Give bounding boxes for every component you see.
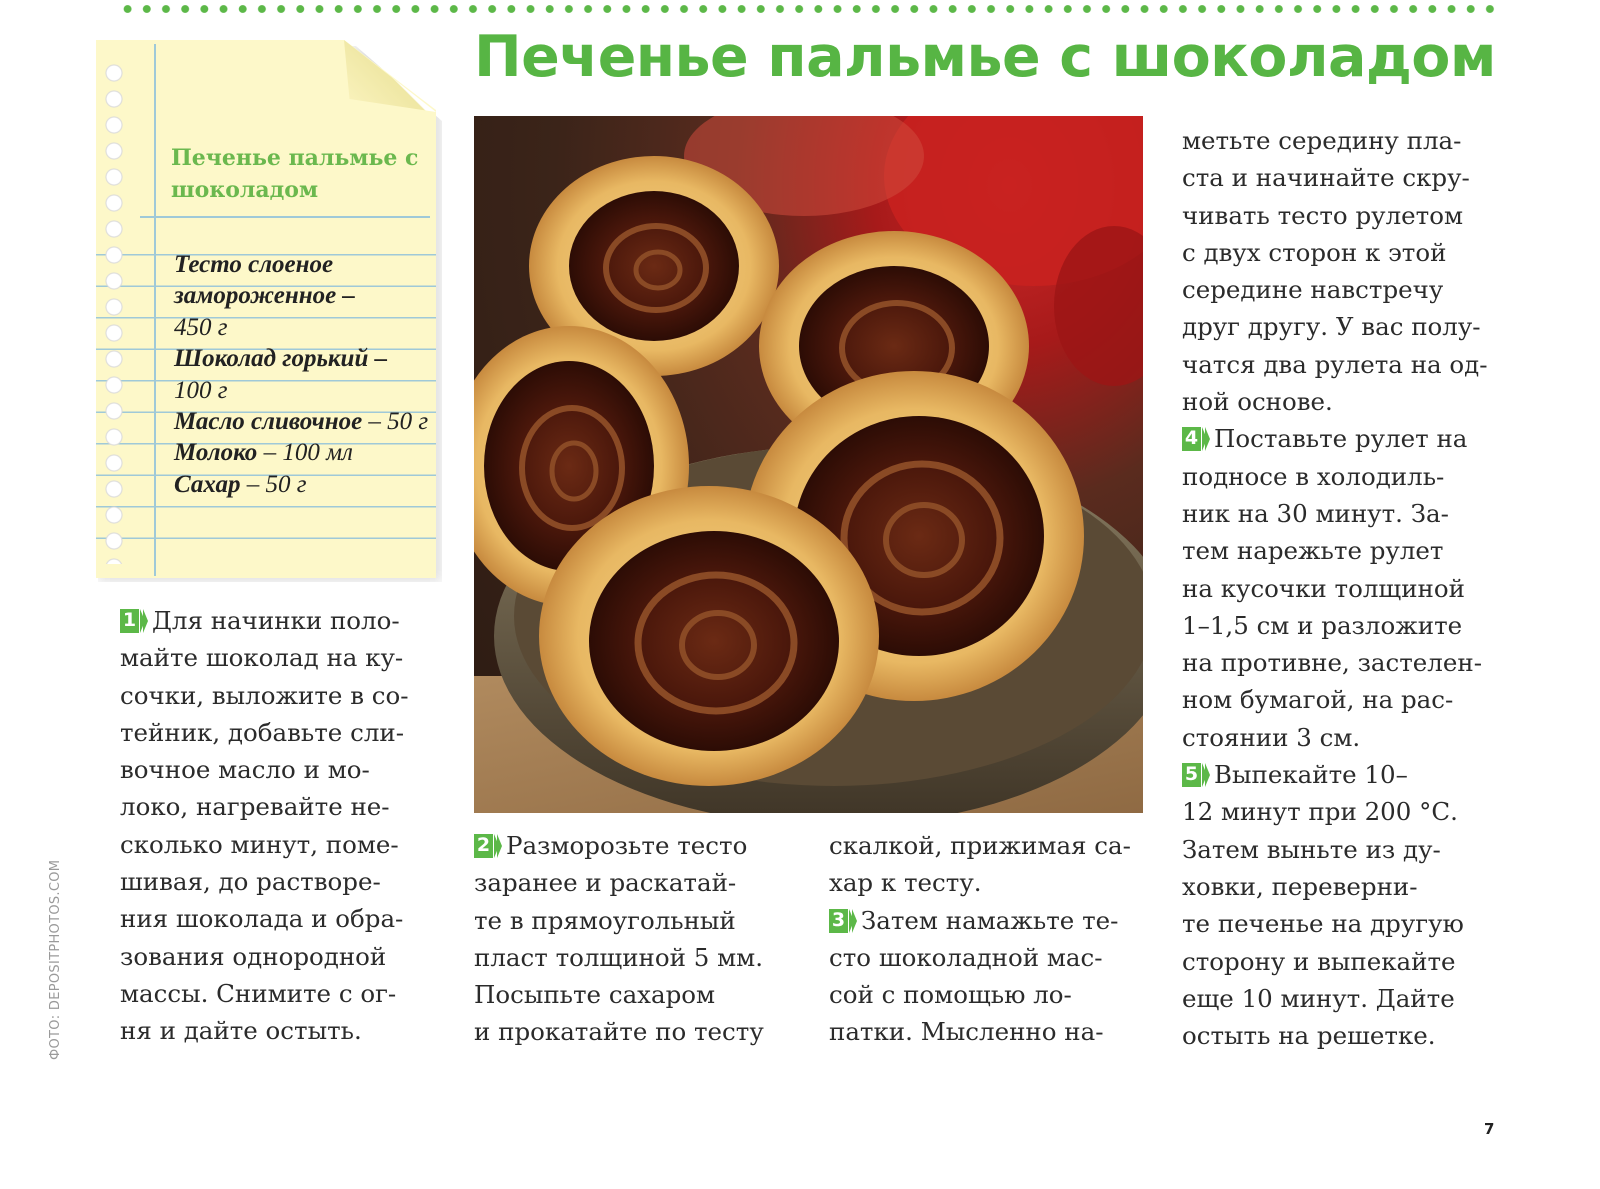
step-line: и прокатайте по тесту [474,1017,764,1047]
step-5-badge-icon: 5 [1182,762,1208,786]
step-line: 1–1,5 см и разложите [1182,610,1463,640]
step-line: сой с помощью ло- [829,980,1072,1010]
photo-credit: ФОТО: DEPOSITPHOTOS.COM [48,859,63,1060]
step-line: тейник, добавьте сли- [120,717,404,747]
step-line: середине навстречу [1182,275,1444,305]
step-line: пласт толщиной 5 мм. [474,942,764,972]
page-number: 7 [1484,1120,1495,1138]
ingredient-amount: – 100 мл [263,439,353,467]
step-line: вочное масло и мо- [120,755,370,785]
ingredient-amount: 450 г [174,313,228,341]
ingredient-item [174,249,434,343]
ingredient-item [174,343,434,406]
ingredient-name: Масло сливочное [174,408,363,436]
step-4-badge-icon: 4 [1182,426,1208,450]
step-line: 3 Затем намажьте те- [829,902,1131,939]
step-line: сколько минут, поме- [120,829,399,859]
step-2-3-text [829,827,1131,1051]
step-line: на противне, застелен- [1182,648,1482,678]
top-dotted-rule [118,3,1498,15]
ingredient-item [174,437,434,468]
step-2-text [474,827,764,1051]
step-line: друг другу. У вас полу- [1182,312,1481,342]
ingredient-name: Сахар [174,470,241,498]
cookies-photo [474,116,1143,813]
step-line: локо, нагревайте не- [120,792,390,822]
step-line: шивая, до растворе- [120,867,381,897]
palmier-cookies-illustration [474,116,1143,813]
step-line: 12 минут при 200 °С. [1182,797,1458,827]
step-line: заранее и раскатай- [474,868,737,898]
step-line: ной основе. [1182,387,1333,417]
step-line: ня и дайте остыть. [120,1016,362,1046]
ingredient-name: Тесто слоеное замороженное – [174,251,355,310]
ingredient-item [174,406,434,437]
step-line: сто шоколадной мас- [829,942,1103,972]
step-line: с двух сторон к этой [1182,237,1447,267]
step-line: майте шоколад на ку- [120,643,404,673]
step-line: ховки, переверни- [1182,871,1418,901]
step-line: 1 Для начинки поло- [120,602,409,639]
step-line: Затем выньте из ду- [1182,834,1441,864]
step-line: ния шоколада и обра- [120,904,404,934]
step-line: сторону и выпекайте [1182,946,1456,976]
step-line: патки. Мысленно на- [829,1017,1104,1047]
step-line: стоянии 3 см. [1182,722,1361,752]
ingredient-amount: – 50 г [246,470,307,498]
step-line: ста и начинайте скру- [1182,163,1470,193]
step-line: на кусочки толщиной [1182,573,1465,603]
ingredient-name: Молоко [174,439,258,467]
ingredient-item [174,469,434,500]
step-line: хар к тесту. [829,868,982,898]
step-line: метьте середину пла- [1182,126,1462,155]
step-3-4-5-text [1182,122,1488,1054]
step-3-badge-icon: 3 [829,908,855,932]
page-title: Печенье пальмье с шоколадом [474,24,1496,90]
step-line: скалкой, прижимая са- [829,831,1131,860]
ingredients-list [174,249,434,500]
step-1-text [120,602,409,1050]
step-line: 4 Поставьте рулет на [1182,420,1488,457]
step-line: те в прямоугольный [474,905,736,935]
step-line: подносе в холодиль- [1182,461,1445,491]
step-line: зования однородной [120,941,387,971]
step-line: ник на 30 минут. За- [1182,498,1449,528]
ingredient-amount: 100 г [174,376,228,404]
step-line: Посыпьте сахаром [474,980,716,1010]
step-line: чивать тесто рулетом [1182,200,1463,230]
step-line: те печенье на другую [1182,909,1464,939]
step-1-badge-icon: 1 [120,608,146,632]
step-line: 2 Разморозьте тесто [474,827,764,864]
step-line: сочки, выложите в со- [120,680,409,710]
step-line: тем нарежьте рулет [1182,536,1444,566]
note-margin-line [154,44,156,576]
step-line: чатся два рулета на од- [1182,349,1488,379]
step-line: остыть на решетке. [1182,1021,1436,1051]
spiral-holes [103,64,125,564]
step-line: еще 10 минут. Дайте [1182,983,1455,1013]
ingredient-amount: – 50 г [368,408,429,436]
step-line: массы. Снимите с ог- [120,978,397,1008]
ingredient-name: Шоколад горький – [174,345,388,373]
step-line: 5 Выпекайте 10– [1182,756,1488,793]
note-title: Печенье пальмье с шоколадом [171,145,419,203]
step-2-badge-icon: 2 [474,833,500,857]
step-line: ном бумагой, на рас- [1182,685,1454,715]
note-rule-line [140,216,430,218]
